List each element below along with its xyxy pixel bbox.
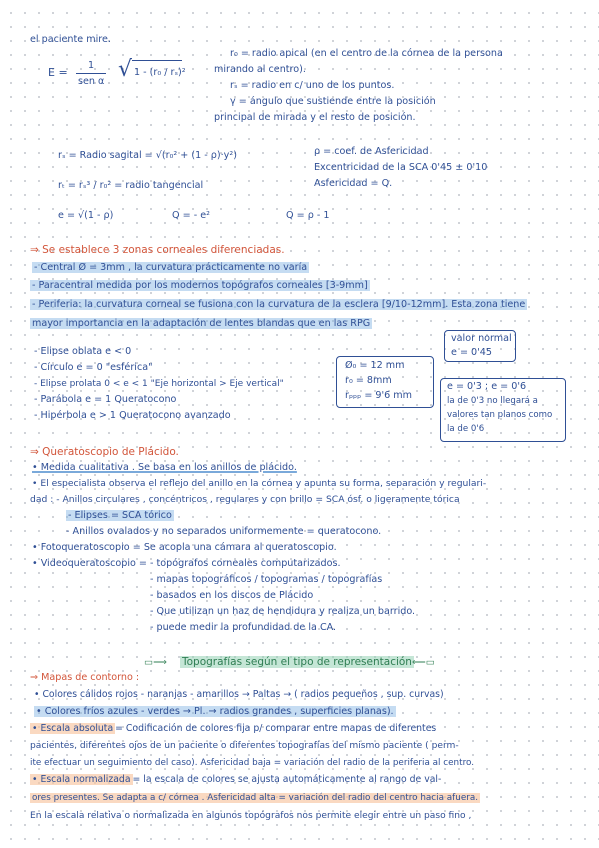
zone-periferia: - Periferia: la curvatura corneal se fusiona con la curvatura de la esclera [9/10-12mm]. Esta zona tiene	[32, 299, 526, 310]
placido-line-5: - Anillos ovalados y no separados uniformemente = queratocono.	[66, 526, 382, 537]
radii-zone: Ø₀ = 12 mm	[345, 360, 405, 371]
normal-value-box	[444, 330, 516, 362]
shape-circle: - Círculo e = 0 "esférica"	[34, 362, 153, 373]
fraction-bar	[76, 73, 106, 74]
placido-line-10: - Que utilizan un haz de hendidura y realiza un barrido.	[150, 606, 416, 617]
zone-periferia-cont: mayor importancia en la adaptación de lentes blandas que en las RPG	[32, 318, 371, 329]
zone-central: - Central Ø = 3mm , la curvatura prácticamente no varía	[34, 262, 308, 273]
warm-colors-line: • Colores cálidos rojos - naranjas - amarillos → Paltas → ( radios pequeños , sup. curvas)	[34, 689, 444, 700]
rs-definition: rₛ = radio en c/ uno de los puntos.	[230, 80, 395, 91]
radii-box	[336, 356, 434, 408]
eccentricity-lhs: E =	[48, 66, 68, 79]
r0-definition: r₀ = radio apical (en el centro de la córnea de la persona	[230, 48, 503, 59]
normal-value-label: valor normal	[451, 333, 512, 344]
shape-hyperbola: - Hipérbola e > 1 Queratocono avanzado	[34, 410, 231, 421]
normal-value-e: e = 0'45	[451, 347, 492, 358]
placido-line-2: • El especialista observa el reflejo del anillo en la córnea y apunta su forma, separación y regulari-	[32, 478, 487, 489]
gamma-definition-cont: principal de mirada y el resto de posición.	[214, 112, 416, 123]
e-comparison-note: la de 0'3 no llegará a	[447, 396, 538, 406]
radii-rppp: rₚₚₚ = 9'6 mm	[345, 390, 412, 401]
tangential-radius: rₜ = rₛ³ / r₀² = radio tangencial	[58, 180, 204, 191]
eccentricity-numerator: 1	[88, 60, 95, 71]
q-rho-formula: Q = ρ - 1	[286, 210, 330, 221]
placido-heading: ⇒ Queratoscopio de Plácido.	[30, 446, 179, 458]
radii-r0: r₀ = 8mm	[345, 375, 392, 386]
placido-line-11: - puede medir la profundidad de la CA.	[150, 622, 337, 633]
normalized-scale-line: • Escala normalizada = la escala de colores se ajusta automáticamente al rango de val-	[32, 774, 442, 785]
contour-maps-heading: ⇒ Mapas de contorno :	[30, 672, 140, 683]
shape-parabola: - Parábola e = 1 Queratocono	[34, 394, 177, 405]
asphericity-definition: Asfericidad = Q.	[314, 178, 393, 189]
shape-oblate: - Elipse oblata e < 0	[34, 346, 132, 357]
sagittal-radius: rₛ = Radio sagital = √(r₀² + (1 - ρ)·y²)	[58, 150, 237, 161]
placido-line-7: • Videoqueratoscopio = - topógrafos corneales computarizados.	[32, 558, 341, 569]
placido-line-8: - mapas topográficos / topogramas / topografías	[150, 574, 383, 585]
q-e-formula: Q = - e²	[172, 210, 210, 221]
shape-prolate: - Elipse prolata 0 < e < 1 "Eje horizontal > Eje vertical"	[34, 379, 284, 389]
gamma-definition: γ = ángulo que sustiende entre la posición	[230, 96, 436, 107]
sqrt-bar	[132, 60, 182, 61]
sqrt-sign-icon: √	[118, 57, 133, 82]
right-arrow-icon: ⟸▭	[412, 657, 435, 668]
r0-definition-cont: mirando al centro).	[214, 64, 306, 75]
placido-line-9: - basados en los discos de Plácido	[150, 590, 314, 601]
normalized-scale-line-3: En la escala relativa o normalizada en algunos topógrafos nos permite elegir entre un paso fino ,	[30, 811, 472, 821]
placido-line-3: dad : - Anillos circulares , concéntricos , regulares y con brillo = SCA ósf. o ligeramente tórica	[30, 494, 460, 505]
placido-line-1: • Medida cualitativa . Se basa en los anillos de plácido.	[32, 462, 297, 473]
eccentricity-comparison-box	[440, 378, 566, 442]
intro-line: el paciente mire.	[30, 34, 111, 45]
rho-definition: ρ = coef. de Asfericidad	[314, 146, 429, 157]
e-comparison-values: e = 0'3 ; e = 0'6	[447, 381, 527, 392]
normalized-scale-line-2: ores presentes. Se adapta a c/ córnea . Asfericidad alta = variación del radio del centro hacia afuera.	[32, 793, 479, 803]
zones-heading: ⇒ Se establece 3 zonas corneales diferenciadas.	[30, 244, 285, 256]
e-rho-formula: e = √(1 - ρ)	[58, 210, 114, 221]
topography-title: Topografías según el tipo de representación	[182, 656, 412, 668]
placido-line-4: - Elipses = SCA tórico	[68, 510, 172, 521]
absolute-scale-line-3: ite efectuar un seguimiento del caso). Asfericidad baja = variación del radio de la periferia al centro.	[30, 758, 475, 768]
zone-paracentral: - Paracentral medida por los modernos topógrafos corneales [3-9mm]	[32, 280, 368, 291]
eccentricity-denominator: sen α	[78, 76, 105, 87]
cold-colors-line: • Colores fríos azules - verdes → Pl. → radios grandes , superficies planas).	[36, 706, 394, 717]
absolute-scale-line: • Escala absoluta = Codificación de colores fija p/ comparar entre mapas de diferentes	[32, 723, 437, 734]
eccentricity-root: 1 - (r₀ / rₛ)²	[134, 67, 186, 78]
left-arrow-icon: ▭⟹	[144, 657, 167, 668]
e-comparison-note-cont: valores tan planos como	[447, 410, 553, 420]
absolute-scale-line-2: pacientes, diferentes ojos de un paciente o diferentes topografías del mismo paciente ( perm-	[30, 741, 459, 751]
e-comparison-note-end: la de 0'6	[447, 424, 485, 434]
placido-line-6: • Fotoqueratoscopio = Se acopla una cámara al queratoscopio.	[32, 542, 337, 553]
eccentricity-sca: Excentricidad de la SCA 0'45 ± 0'10	[314, 162, 488, 173]
